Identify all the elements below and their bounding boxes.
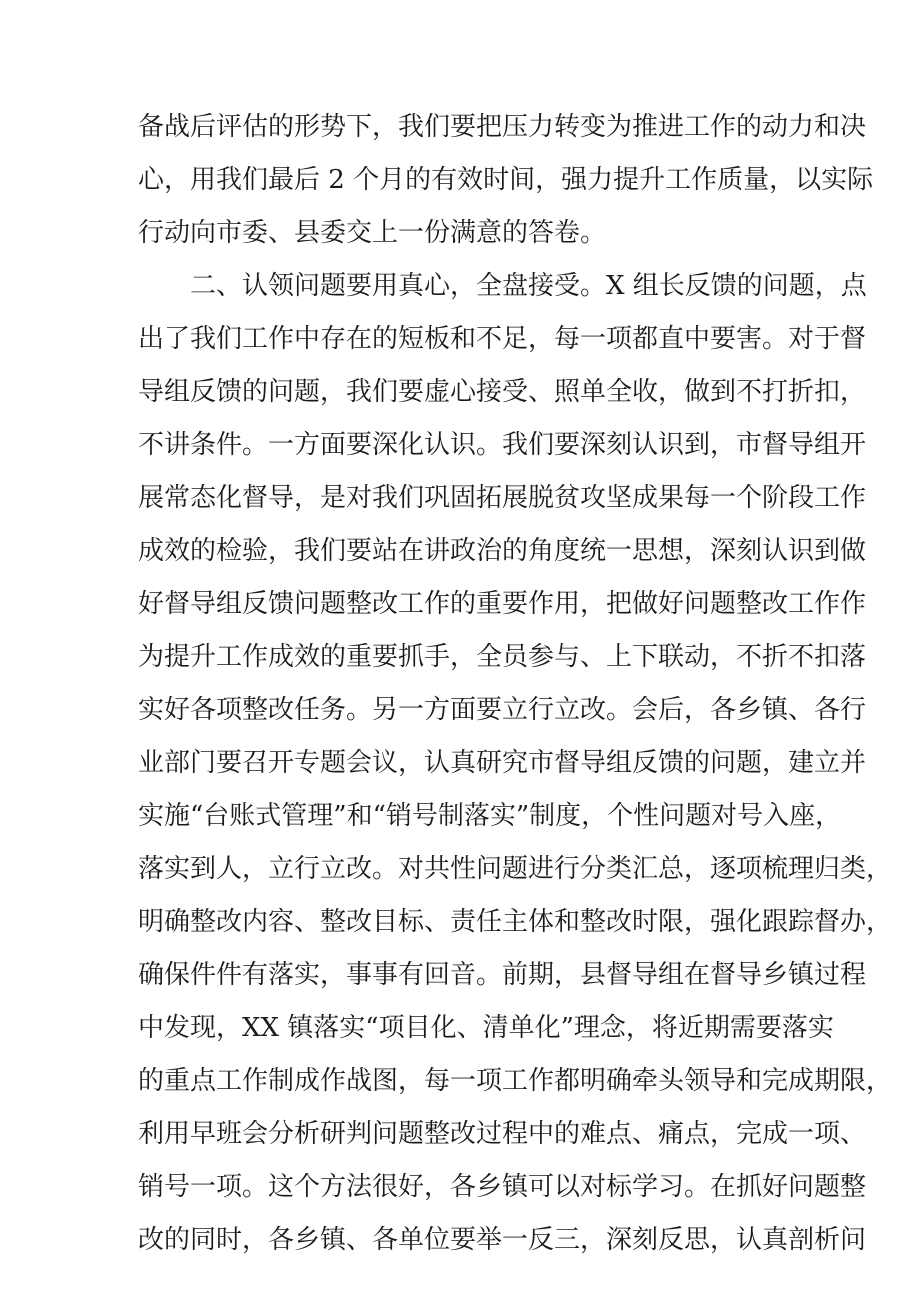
text-line: 好督导组反馈问题整改工作的重要作用，把做好问题整改工作作 <box>138 589 867 619</box>
text-line: 明确整改内容、整改目标、责任主体和整改时限，强化跟踪督办， <box>138 907 893 937</box>
text-line: 业部门要召开专题会议，认真研究市督导组反馈的问题，建立并 <box>138 748 867 778</box>
text-line: 落实到人，立行立改。对共性问题进行分类汇总，逐项梳理归类， <box>138 854 893 884</box>
text-line: 展常态化督导，是对我们巩固拓展脱贫攻坚成果每一个阶段工作 <box>138 483 867 513</box>
text-line: 确保件件有落实，事事有回音。前期，县督导组在督导乡镇过程 <box>138 960 867 990</box>
text-line: 出了我们工作中存在的短板和不足，每一项都直中要害。对于督 <box>138 324 867 354</box>
text-line: 的重点工作制成作战图，每一项工作都明确牵头领导和完成期限， <box>138 1066 893 1096</box>
text-line: 备战后评估的形势下，我们要把压力转变为推进工作的动力和决 <box>138 112 867 142</box>
text-line: 利用早班会分析研判问题整改过程中的难点、痛点，完成一项、 <box>138 1119 867 1149</box>
text-line: 实施“台账式管理”和“销号制落实”制度，个性问题对号入座， <box>138 801 842 831</box>
text-line: 中发现，XX 镇落实“项目化、清单化”理念，将近期需要落实 <box>138 1013 834 1043</box>
text-line: 销号一项。这个方法很好，各乡镇可以对标学习。在抓好问题整 <box>138 1172 867 1202</box>
text-line: 成效的检验，我们要站在讲政治的角度统一思想，深刻认识到做 <box>138 536 867 566</box>
text-line: 导组反馈的问题，我们要虚心接受、照单全收，做到不打折扣， <box>138 377 867 407</box>
text-line: 实好各项整改任务。另一方面要立行立改。会后，各乡镇、各行 <box>138 695 867 725</box>
text-line: 行动向市委、县委交上一份满意的答卷。 <box>138 218 607 248</box>
text-line: 改的同时，各乡镇、各单位要举一反三，深刻反思，认真剖析问 <box>138 1225 867 1255</box>
text-line: 不讲条件。一方面要深化认识。我们要深刻认识到，市督导组开 <box>138 430 867 460</box>
paragraph-heading-line: 二、认领问题要用真心，全盘接受。X 组长反馈的问题，点 <box>190 271 867 301</box>
text-line: 心，用我们最后 2 个月的有效时间，强力提升工作质量，以实际 <box>138 165 874 195</box>
text-line: 为提升工作成效的重要抓手，全员参与、上下联动，不折不扣落 <box>138 642 867 672</box>
